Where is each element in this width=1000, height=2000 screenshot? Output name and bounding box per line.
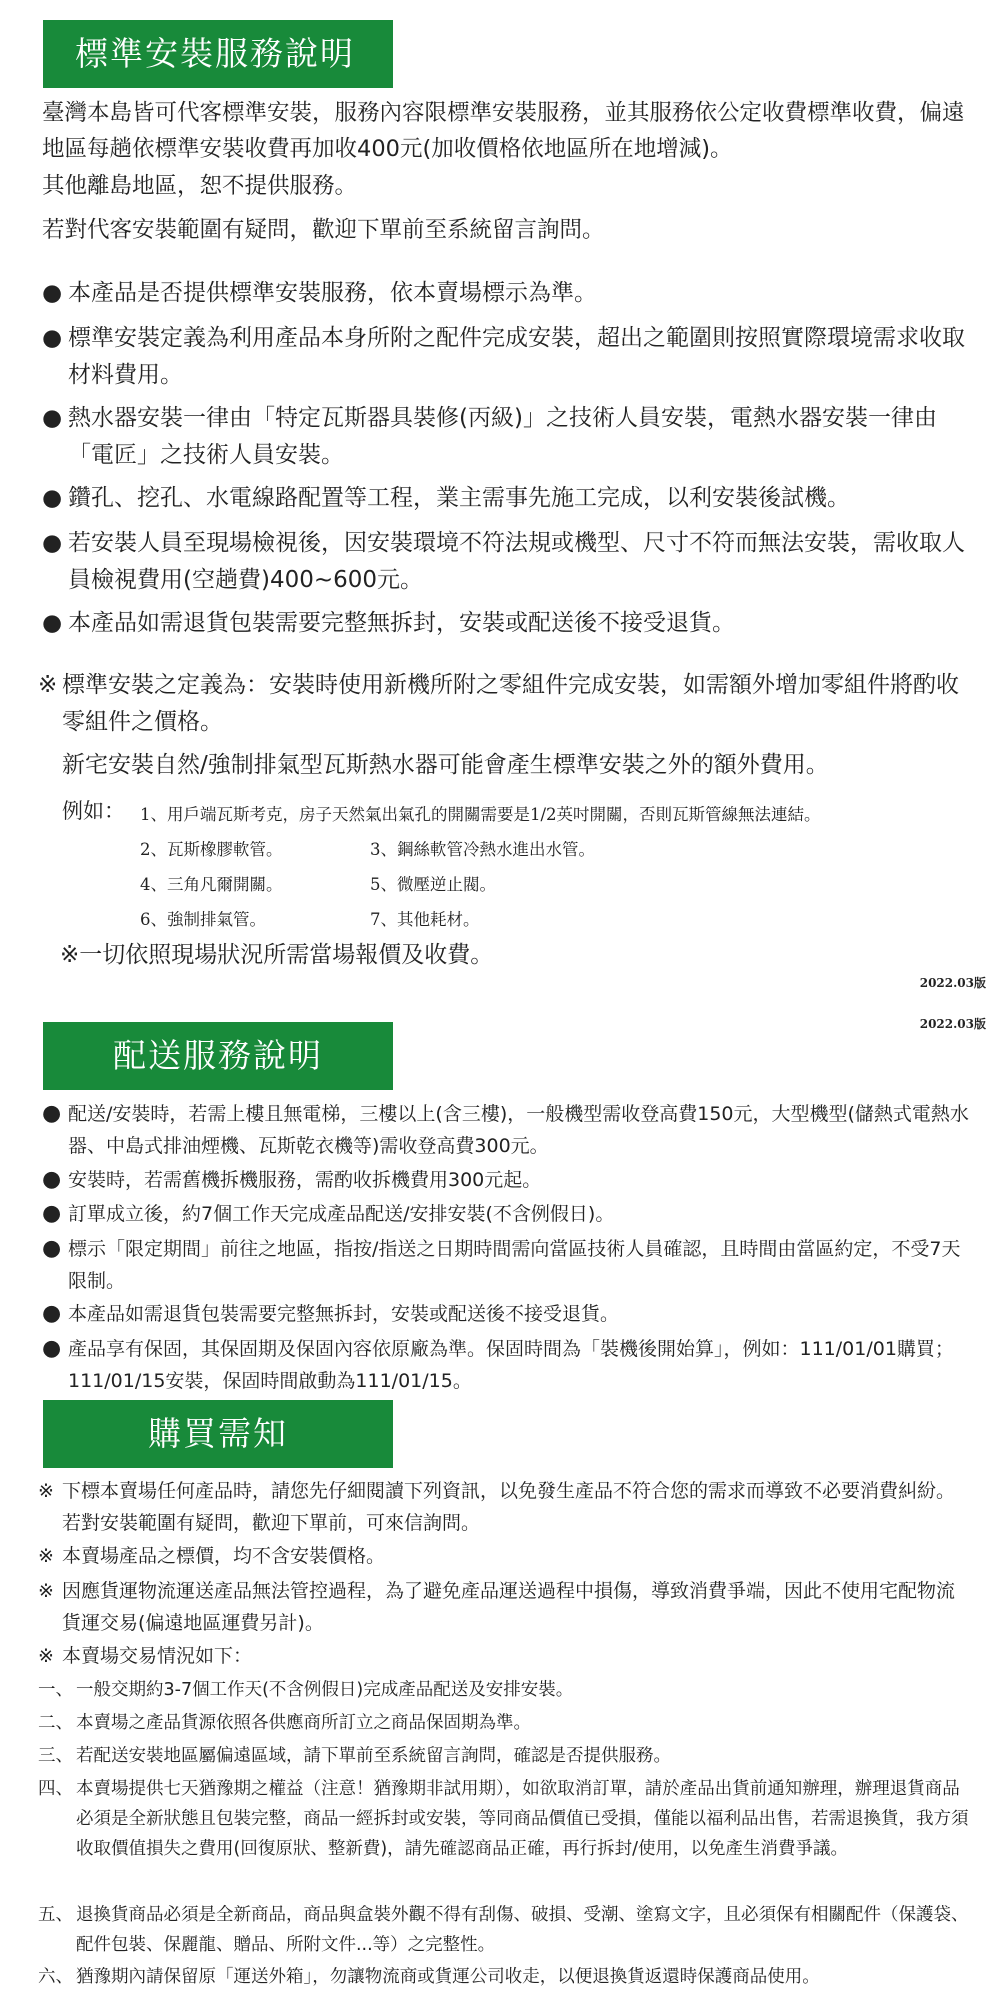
- install-bullet-6: [42, 605, 972, 642]
- delivery-bullet-6: [42, 1333, 972, 1397]
- item-number: 四、: [38, 1779, 73, 1799]
- item-text: 本賣場之產品貨源依照各供應商所訂立之商品保固期為準。: [76, 1713, 531, 1733]
- trade-item-1: [38, 1675, 973, 1705]
- bullet-text: 本產品如需退貨包裝需要完整無拆封，安裝或配送後不接受退貨。: [68, 610, 735, 636]
- trade-item-6: [38, 1962, 973, 1992]
- delivery-bullet-5: [42, 1298, 972, 1330]
- note-text: 本賣場交易情況如下：: [62, 1645, 253, 1667]
- version-label-delivery: 2022.03版: [919, 1017, 986, 1031]
- delivery-section-title: 配送服務說明: [43, 1022, 393, 1090]
- delivery-bullet-3: [42, 1198, 972, 1230]
- item-text: 猶豫期內請保留原「運送外箱」，勿讓物流商或貨運公司收走，以便退換貨返還時保護商品使用。: [76, 1967, 820, 1987]
- purchase-note-4: [38, 1640, 973, 1672]
- bullet-text: 訂單成立後，約7個工作天完成產品配送/安排安裝(不含例假日)。: [68, 1203, 615, 1225]
- item-number: 一、: [38, 1680, 73, 1700]
- note-text: 因應貨運物流運送產品無法管控過程，為了避免產品運送過程中損傷，導致消費爭端，因此不使用宅配物流貨運交易(偏遠地區運費另計)。: [62, 1580, 956, 1634]
- bullet-text: 配送/安裝時，若需上樓且無電梯，三樓以上(含三樓)，一般機型需收登高費150元，大型機型(儲熱式電熱水器、中島式排油煙機、瓦斯乾衣機等)需收登高費300元。: [68, 1103, 969, 1157]
- bullet-dot-icon: ●: [42, 405, 63, 431]
- bullet-dot-icon: ●: [42, 325, 63, 351]
- delivery-bullet-2: [42, 1164, 972, 1196]
- bullet-dot-icon: ●: [42, 530, 63, 556]
- purchase-note-1: [38, 1475, 973, 1539]
- bullet-dot-icon: ●: [42, 1201, 62, 1226]
- reference-mark-icon: ※: [38, 1580, 54, 1602]
- bullet-text: 若安裝人員至現場檢視後，因安裝環境不符法規或機型、尺寸不符而無法安裝，需收取人員檢視費用(空趟費)400~600元。: [68, 530, 965, 593]
- reference-mark-icon: ※: [38, 672, 58, 698]
- bullet-dot-icon: ●: [42, 1301, 62, 1326]
- trade-item-4: [38, 1774, 973, 1864]
- trade-item-2: [38, 1708, 973, 1738]
- example-item-6: 6、強制排氣管。: [140, 910, 266, 929]
- install-intro-question: 若對代客安裝範圍有疑問，歡迎下單前至系統留言詢問。: [42, 217, 605, 243]
- bullet-dot-icon: ●: [42, 1236, 62, 1261]
- trade-item-3: [38, 1741, 973, 1771]
- item-text: 退換貨商品必須是全新商品，商品與盒裝外觀不得有刮傷、破損、受潮、塗寫文字，且必須保有相關配件（保護袋、配件包裝、保麗龍、贈品、所附文件...等）之完整性。: [76, 1905, 969, 1955]
- install-bullet-1: [42, 275, 972, 312]
- item-text: 若配送安裝地區屬偏遠區域，請下單前至系統留言詢問，確認是否提供服務。: [76, 1746, 671, 1766]
- bullet-text: 安裝時，若需舊機拆機服務，需酌收拆機費用300元起。: [68, 1169, 542, 1191]
- purchase-note-3: [38, 1575, 973, 1639]
- example-label: 例如：: [62, 799, 125, 823]
- bullet-text: 標示「限定期間」前往之地區，指按/指送之日期時間需向當區技術人員確認，且時間由當區約定，不受7天限制。: [68, 1238, 961, 1292]
- example-item-3: 3、鋼絲軟管冷熱水進出水管。: [370, 840, 595, 859]
- install-bullet-5: [42, 525, 972, 599]
- purchase-section-title: 購買需知: [43, 1400, 393, 1468]
- install-intro: 臺灣本島皆可代客標準安裝，服務內容限標準安裝服務，並其服務依公定收費標準收費，偏遠地區每趟依標準安裝收費再加收400元(加收價格依地區所在地增減)。: [42, 100, 965, 162]
- bullet-dot-icon: ●: [42, 485, 63, 511]
- bullet-text: 標準安裝定義為利用產品本身所附之配件完成安裝，超出之範圍則按照實際環境需求收取材料費用。: [68, 325, 965, 388]
- bullet-dot-icon: ●: [42, 1101, 62, 1126]
- delivery-bullet-1: [42, 1098, 972, 1162]
- reference-mark-icon: ※: [38, 1545, 54, 1567]
- bullet-text: 本產品如需退貨包裝需要完整無拆封，安裝或配送後不接受退貨。: [68, 1303, 620, 1325]
- example-item-5: 5、微壓逆止閥。: [370, 875, 496, 894]
- bullet-dot-icon: ●: [42, 1336, 62, 1361]
- reference-mark-icon: ※: [38, 1645, 54, 1667]
- example-item-4: 4、三角凡爾開關。: [140, 875, 283, 894]
- item-number: 三、: [38, 1746, 73, 1766]
- version-label: 2022.03版: [919, 976, 986, 990]
- bullet-text: 鑽孔、挖孔、水電線路配置等工程，業主需事先施工完成，以利安裝後試機。: [68, 485, 850, 511]
- install-section-title: 標準安裝服務說明: [43, 20, 393, 88]
- bullet-text: 熱水器安裝一律由「特定瓦斯器具裝修(丙級)」之技術人員安裝，電熱水器安裝一律由「電匠」之技術人員安裝。: [68, 405, 937, 468]
- item-text: 一般交期約3-7個工作天(不含例假日)完成產品配送及安排安裝。: [76, 1680, 574, 1700]
- reference-mark-icon: ※: [38, 1480, 54, 1502]
- install-definition-note: [38, 667, 978, 741]
- onsite-quote-note: ※一切依照現場狀況所需當場報價及收費。: [60, 942, 494, 968]
- example-item-1: 1、用戶端瓦斯考克，房子天然氣出氣孔的開關需要是1/2英吋開關，否則瓦斯管線無法連結。: [140, 805, 821, 824]
- item-number: 六、: [38, 1967, 73, 1987]
- install-bullet-4: [42, 480, 972, 517]
- example-item-7: 7、其他耗材。: [370, 910, 480, 929]
- install-bullet-2: [42, 320, 972, 394]
- bullet-dot-icon: ●: [42, 1167, 62, 1192]
- note-text: 下標本賣場任何產品時，請您先仔細閱讀下列資訊，以免發生產品不符合您的需求而導致不必要消費糾紛。若對安裝範圍有疑問，歡迎下單前，可來信詢問。: [62, 1480, 956, 1534]
- delivery-bullet-4: [42, 1233, 972, 1297]
- install-extra-fee-note: 新宅安裝自然/強制排氣型瓦斯熱水器可能會產生標準安裝之外的額外費用。: [62, 752, 829, 778]
- trade-item-5: [38, 1900, 973, 1960]
- purchase-note-2: [38, 1540, 973, 1572]
- bullet-text: 產品享有保固，其保固期及保固內容依原廠為準。保固時間為「裝機後開始算」，例如：111/01/01購買；111/01/15安裝，保固時間啟動為111/01/15。: [68, 1338, 954, 1392]
- install-intro-islands: 其他離島地區，恕不提供服務。: [42, 173, 358, 199]
- item-text: 本賣場提供七天猶豫期之權益（注意！猶豫期非試用期），如欲取消訂單，請於產品出貨前通知辦理，辦理退貨商品必須是全新狀態且包裝完整，商品一經拆封或安裝，等同商品價值已受損，僅能以福利品出售，若需退換貨，我方須收取價值損失之費用(回復原狀、整新費)，請先確認商品正確，再行拆封/使用，以免產生消費爭議。: [76, 1779, 969, 1859]
- bullet-dot-icon: ●: [42, 610, 63, 636]
- note-text: 本賣場產品之標價，均不含安裝價格。: [62, 1545, 386, 1567]
- item-number: 五、: [38, 1905, 73, 1925]
- example-item-2: 2、瓦斯橡膠軟管。: [140, 840, 283, 859]
- bullet-text: 本產品是否提供標準安裝服務，依本賣場標示為準。: [68, 280, 597, 306]
- item-number: 二、: [38, 1713, 73, 1733]
- install-bullet-3: [42, 400, 972, 474]
- note-text: 標準安裝之定義為：安裝時使用新機所附之零組件完成安裝，如需額外增加零組件將酌收零組件之價格。: [62, 672, 959, 735]
- bullet-dot-icon: ●: [42, 280, 63, 306]
